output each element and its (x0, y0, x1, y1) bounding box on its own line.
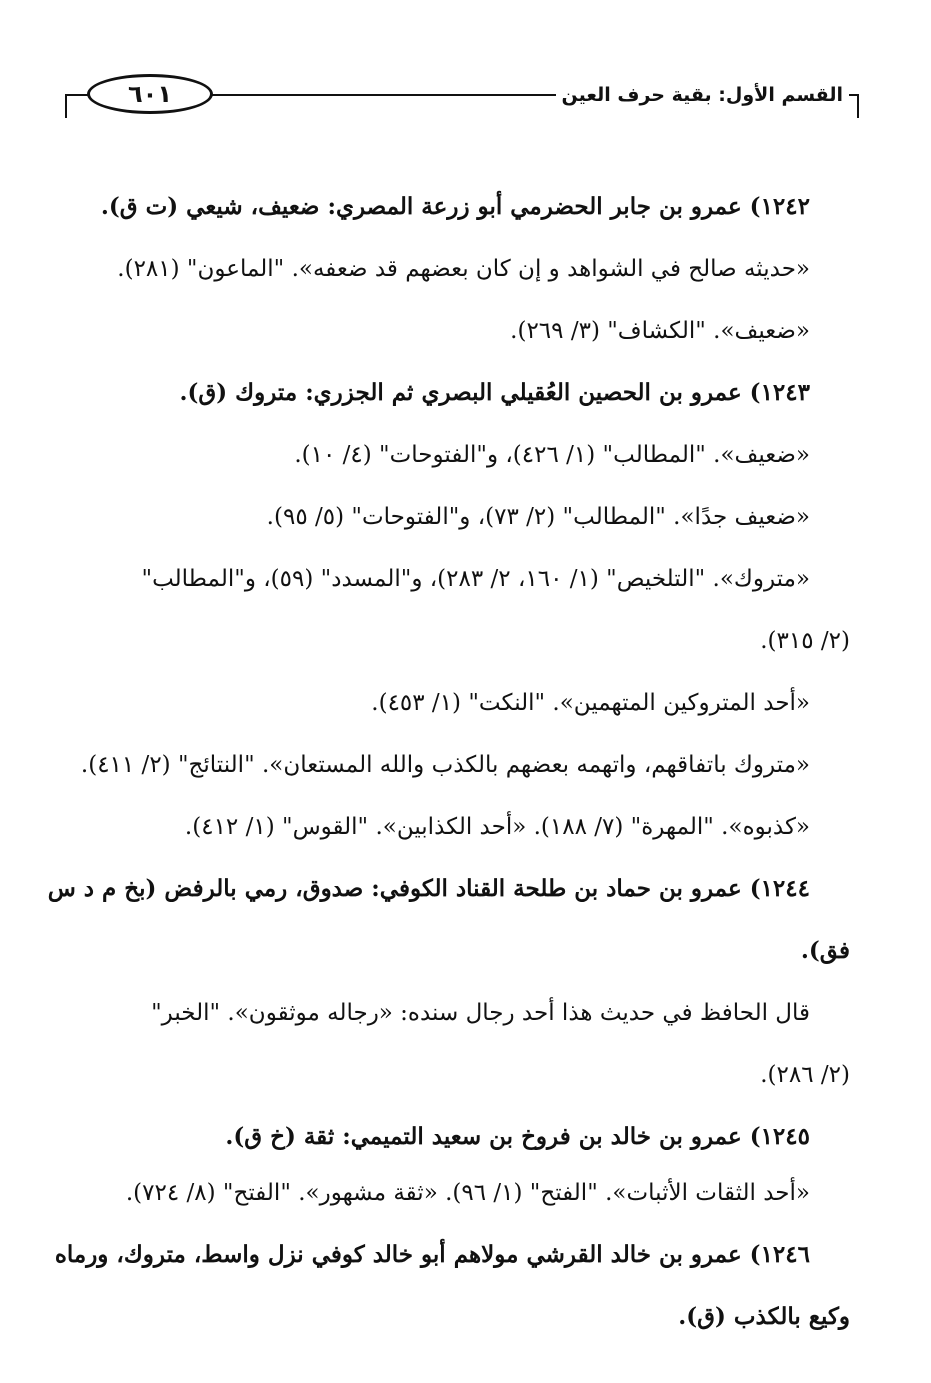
text-line: «ضعيف». "الكشاف" (٣/ ٢٦٩). (510, 318, 810, 344)
text-line: «متروك باتفاقهم، واتهمه بعضهم بالكذب والله المستعان». "النتائج" (٢/ ٤١١). (80, 752, 810, 778)
text-line: «ضعيف جدًا». "المطالب" (٢/ ٧٣)، و"الفتوحات" (٥/ ٩٥). (266, 504, 810, 530)
text-line: «ضعيف». "المطالب" (١/ ٤٢٦)، و"الفتوحات" (٤/ ١٠). (294, 442, 810, 468)
section-title: القسم الأول: بقية حرف العين (556, 84, 849, 106)
entry-1245-heading: ١٢٤٥) عمرو بن خالد بن فروخ بن سعيد التميمي: ثقة (خ ق). (225, 1123, 810, 1150)
header-rule-left-end (65, 94, 67, 118)
text-line: فق). (800, 937, 850, 964)
entry-1243-heading: ١٢٤٣) عمرو بن الحصين العُقيلي البصري ثم الجزري: متروك (ق). (179, 379, 810, 406)
text-line: «كذبوه». "المهرة" (٧/ ١٨٨). «أحد الكذابين». "القوس" (١/ ٤١٢). (184, 814, 810, 840)
entry-1242-heading: ١٢٤٢) عمرو بن جابر الحضرمي أبو زرعة المصري: ضعيف، شيعي (ت ق). (100, 193, 810, 220)
text-line: «حديثه صالح في الشواهد و إن كان بعضهم قد ضعفه». "الماعون" (٢٨١). (117, 256, 810, 282)
text-line: «أحد الثقات الأثبات». "الفتح" (١/ ٩٦). «ثقة مشهور». "الفتح" (٨/ ٧٢٤). (125, 1180, 810, 1206)
text-line: «أحد المتروكين المتهمين». "النكت" (١/ ٤٥٣). (371, 690, 810, 716)
page-number: ٦٠١ (87, 74, 213, 114)
header-rule-right-end (857, 94, 859, 118)
text-line: وكيع بالكذب (ق). (678, 1303, 850, 1330)
entry-1246-heading: ١٢٤٦) عمرو بن خالد القرشي مولاهم أبو خالد كوفي نزل واسط، متروك، ورماه (54, 1241, 810, 1268)
text-line: قال الحافظ في حديث هذا أحد رجال سنده: «رجاله موثقون». "الخبر" (151, 1000, 810, 1026)
page-header (65, 70, 859, 120)
text-line: «متروك». "التلخيص" (١/ ١٦٠، ٢/ ٢٨٣)، و"المسدد" (٥٩)، و"المطالب" (141, 566, 810, 592)
entry-1244-heading: ١٢٤٤) عمرو بن حماد بن طلحة القناد الكوفي: صدوق، رمي بالرفض (بخ م د س (47, 875, 810, 902)
text-line: (٢/ ٣١٥). (760, 628, 850, 654)
text-line: (٢/ ٢٨٦). (760, 1062, 850, 1088)
